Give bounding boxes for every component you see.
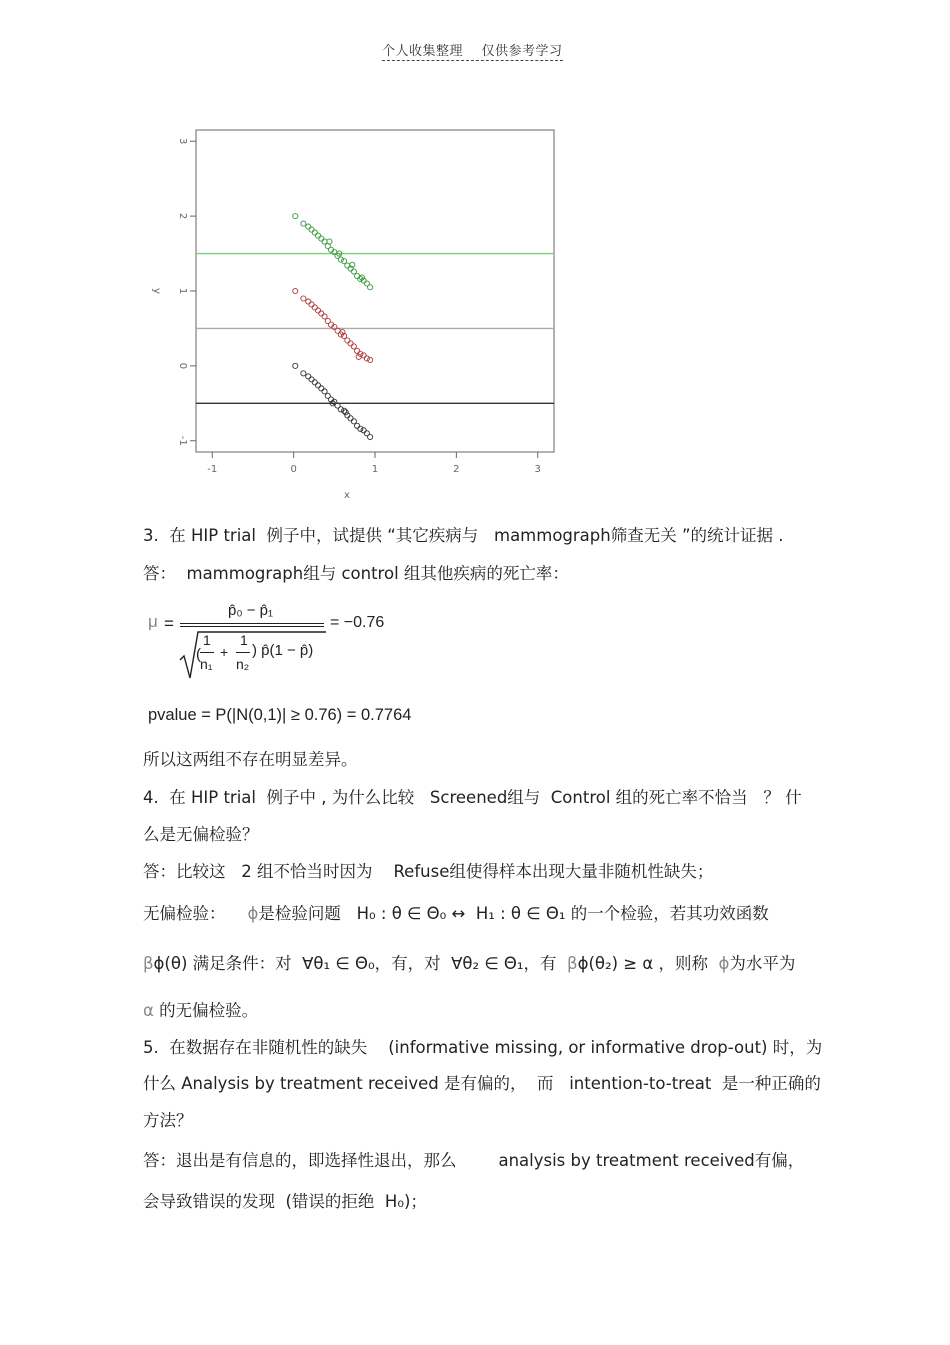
- frac-bar-a: [200, 652, 214, 653]
- x-tick-label: 3: [534, 464, 541, 475]
- x-tick-label: -1: [207, 464, 218, 475]
- paren-left: (: [196, 646, 201, 663]
- page-header: 个人收集整理 仅供参考学习: [382, 40, 563, 61]
- y-tick-label: 2: [177, 212, 188, 220]
- data-point: [319, 386, 324, 391]
- condition-text-2: ϕ(θ₂) ≥ α ，则称: [577, 954, 719, 973]
- formula-numerator: p̂₀ − p̂₁: [228, 602, 274, 619]
- answer-5-line-1: 答：退出是有信息的，即选择性退出，那么 analysis by treatment received有偏，: [143, 1151, 805, 1170]
- phi-symbol-2: ϕ: [718, 954, 730, 973]
- beta-symbol: β: [143, 954, 154, 973]
- data-point: [315, 233, 320, 238]
- data-point: [319, 311, 324, 316]
- data-point: [327, 239, 332, 244]
- n1: n₁: [200, 656, 213, 672]
- answer-4-line-4: [143, 1001, 258, 1021]
- data-point: [364, 356, 369, 361]
- data-point: [338, 257, 343, 262]
- data-point: [293, 363, 298, 368]
- one-a: 1: [203, 632, 211, 648]
- answer-5-line-2: 会导致错误的发现 (错误的拒绝 H₀)；: [143, 1192, 427, 1211]
- question-5-line-1: 5. 在数据存在非随机性的缺失 (informative missing, or informative drop-out) 时，为: [143, 1038, 823, 1057]
- data-point: [293, 288, 298, 293]
- data-point: [358, 426, 363, 431]
- frac-bar-b: [236, 652, 250, 653]
- data-point: [301, 221, 306, 226]
- y-tick-label: 0: [177, 362, 188, 370]
- data-point: [309, 377, 314, 382]
- unbiased-test-end: 的无偏检验。: [153, 1001, 259, 1020]
- data-point: [368, 357, 373, 362]
- data-point: [361, 353, 366, 358]
- data-point: [312, 230, 317, 235]
- formula-result: = −0.76: [330, 614, 385, 631]
- data-point: [345, 263, 350, 268]
- question-4-line-2: 么是无偏检验？: [143, 825, 259, 844]
- y-tick-label: 3: [177, 138, 188, 145]
- fraction-bar: [180, 623, 324, 624]
- data-point: [301, 296, 306, 301]
- data-point: [312, 305, 317, 310]
- data-point: [315, 383, 320, 388]
- beta-symbol-2: β: [567, 954, 578, 973]
- paren-right: ) p̂(1 − p̂): [252, 642, 314, 659]
- data-point: [368, 434, 373, 439]
- data-point: [319, 236, 324, 241]
- data-point: [309, 302, 314, 307]
- test-problem-text: 是检验问题 H₀ : θ ∈ Θ₀ ↔ H₁ : θ ∈ Θ₁ 的一个检验，若其功效函数: [258, 904, 769, 923]
- conclusion-3: 所以这两组不存在明显差异。: [143, 750, 358, 769]
- data-point: [306, 299, 311, 304]
- data-point: [355, 348, 360, 353]
- data-point: [348, 341, 353, 346]
- data-point: [361, 428, 366, 433]
- fraction-bar-2: [180, 626, 324, 627]
- data-point: [306, 224, 311, 229]
- question-5-line-3: 方法？: [143, 1111, 193, 1130]
- scatter-plot: [140, 118, 570, 508]
- data-point: [345, 338, 350, 343]
- condition-text-3: 为水平为: [729, 954, 796, 973]
- question-5-line-2: 什么 Analysis by treatment received 是有偏的， 而 intention-to-treat 是一种正确的: [143, 1074, 821, 1093]
- data-point: [348, 416, 353, 421]
- x-axis-label: x: [344, 490, 350, 501]
- data-point: [293, 214, 298, 219]
- question-4-line-1: 4. 在 HIP trial 例子中 , 为什么比较 Screened组与 Control 组的死亡率不恰当 ？ 什: [143, 788, 802, 807]
- data-point: [312, 380, 317, 385]
- answer-4-line-3: [143, 954, 795, 974]
- x-tick-label: 2: [453, 464, 460, 475]
- data-point: [306, 374, 311, 379]
- mu-symbol: μ: [148, 612, 158, 631]
- y-tick-label: 1: [177, 287, 188, 295]
- data-point: [315, 308, 320, 313]
- question-3: 3. 在 HIP trial 例子中，试提供 “其它疾病与 mammograph筛查无关 ”的统计证据 .: [143, 526, 784, 545]
- alpha-symbol: α: [143, 1001, 154, 1020]
- n2: n₂: [236, 656, 250, 672]
- data-point: [355, 423, 360, 428]
- phi-symbol: ϕ: [247, 904, 259, 923]
- data-point: [355, 273, 360, 278]
- data-point: [309, 227, 314, 232]
- data-point: [338, 407, 343, 412]
- plus-sign: +: [220, 644, 229, 660]
- data-point: [368, 285, 373, 290]
- answer-3: 答： mammograph组与 control 组其他疾病的死亡率：: [143, 564, 569, 583]
- answer-4-line-1: 答：比较这 2 组不恰当时因为 Refuse组使得样本出现大量非随机性缺失；: [143, 862, 714, 881]
- one-b: 1: [240, 632, 248, 648]
- answer-4-line-2: [143, 904, 769, 924]
- pvalue-formula: pvalue = P(|N(0,1)| ≥ 0.76) = 0.7764: [148, 706, 412, 724]
- data-point: [301, 371, 306, 376]
- equals-sign: =: [164, 614, 174, 633]
- condition-text: ϕ(θ) 满足条件：对 ∀θ₁ ∈ Θ₀，有，对 ∀θ₂ ∈ Θ₁，有: [153, 954, 568, 973]
- y-tick-label: -1: [177, 435, 188, 446]
- x-tick-label: 0: [290, 464, 297, 475]
- y-axis-label: y: [151, 288, 162, 294]
- unbiased-test-label: 无偏检验：: [143, 904, 226, 923]
- x-tick-label: 1: [371, 464, 379, 475]
